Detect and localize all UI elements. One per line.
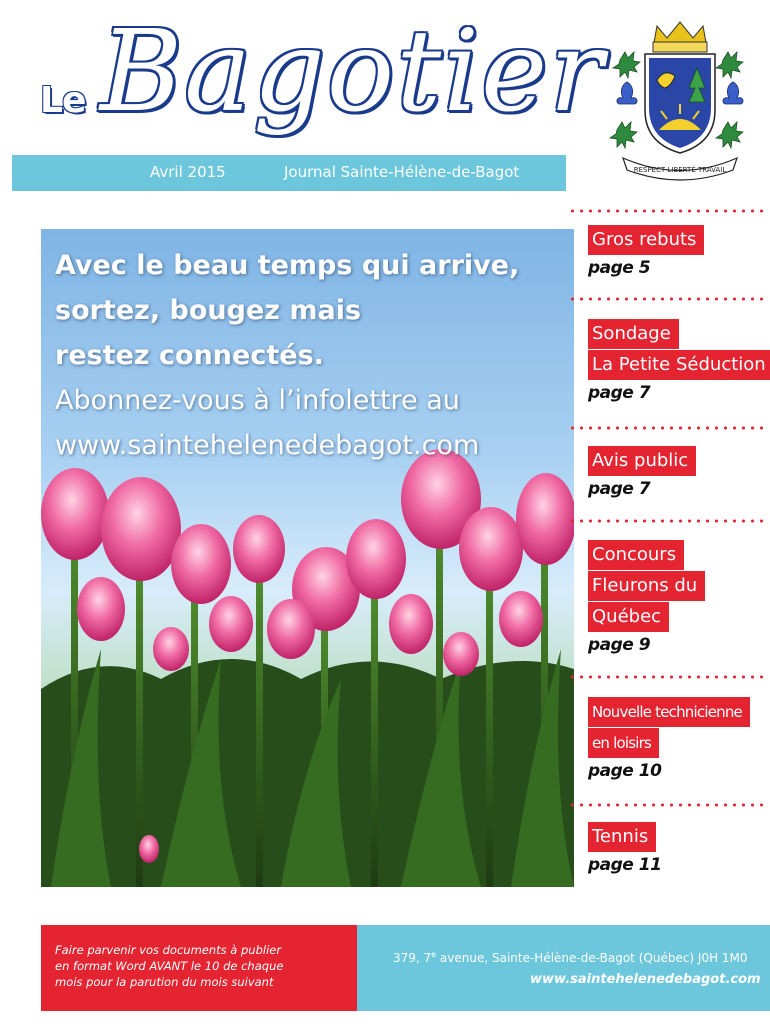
submission-note-line: mois pour la parution du mois suivant	[55, 975, 274, 989]
footer-contact-panel	[357, 925, 770, 1011]
toc-label: Québec	[588, 602, 669, 632]
toc-item-technicienne[interactable]	[588, 697, 750, 781]
toc-page: page 10	[588, 761, 662, 781]
toc-page: page 5	[588, 258, 651, 278]
toc-label: en loisirs	[588, 728, 659, 758]
postal-address	[393, 950, 748, 965]
hero-line-1: Avec le beau temps qui arrive,	[55, 250, 520, 281]
toc-label: Avis public	[588, 446, 696, 476]
toc-label: Tennis	[588, 822, 656, 852]
logo-prefix: Le	[40, 80, 86, 121]
submission-note	[55, 942, 355, 990]
hero-banner	[41, 229, 574, 887]
toc-label: Gros rebuts	[588, 225, 704, 255]
submission-note-line: Faire parvenir vos documents à publier	[55, 943, 282, 957]
toc-page: page 9	[588, 635, 651, 655]
hero-line-2: sortez, bougez mais	[55, 295, 362, 326]
toc-page: page 7	[588, 383, 651, 403]
toc-item-concours[interactable]	[588, 540, 705, 655]
toc-label: Concours	[588, 540, 684, 570]
address-ordinal: e	[431, 950, 437, 959]
toc-divider	[568, 519, 763, 523]
toc-label: Nouvelle technicienne	[588, 697, 750, 727]
hero-line-4: Abonnez-vous à l’infolettre au	[55, 385, 460, 416]
footer-website-link[interactable]: www.saintehelenedebagot.com	[530, 972, 761, 987]
toc-item-tennis[interactable]	[588, 822, 661, 875]
toc-divider	[568, 675, 763, 679]
hero-line-3: restez connectés.	[55, 340, 324, 371]
toc-label: La Petite Séduction	[588, 350, 770, 380]
municipal-crest	[605, 18, 755, 183]
toc-label: Sondage	[588, 319, 679, 349]
logo-title: Bagotier	[100, 7, 605, 137]
hero-message	[55, 243, 560, 468]
toc-item-avis-public[interactable]	[588, 446, 696, 499]
crest-icon	[605, 18, 755, 183]
toc-page: page 7	[588, 479, 651, 499]
toc-label: Fleurons du	[588, 571, 705, 601]
toc-item-sondage[interactable]	[588, 319, 770, 403]
toc-divider	[568, 803, 763, 807]
toc-divider	[568, 209, 763, 213]
submission-note-line: en format Word AVANT le 10 de chaque	[55, 959, 284, 973]
address-street: avenue, Sainte-Hélène-de-Bagot (Québec) J0H 1M0	[436, 951, 748, 965]
journal-name: Journal Sainte-Hélène-de-Bagot	[284, 163, 520, 181]
issue-date: Avril 2015	[150, 163, 226, 181]
address-number: 379, 7	[393, 951, 432, 965]
crest-motto: RESPECT LIBERTÉ TRAVAIL	[633, 166, 727, 174]
toc-divider	[568, 426, 763, 430]
toc-item-gros-rebuts[interactable]	[588, 225, 704, 278]
hero-website-link[interactable]: www.saintehelenedebagot.com	[55, 430, 480, 461]
toc-divider	[568, 297, 763, 301]
toc-page: page 11	[588, 855, 662, 875]
